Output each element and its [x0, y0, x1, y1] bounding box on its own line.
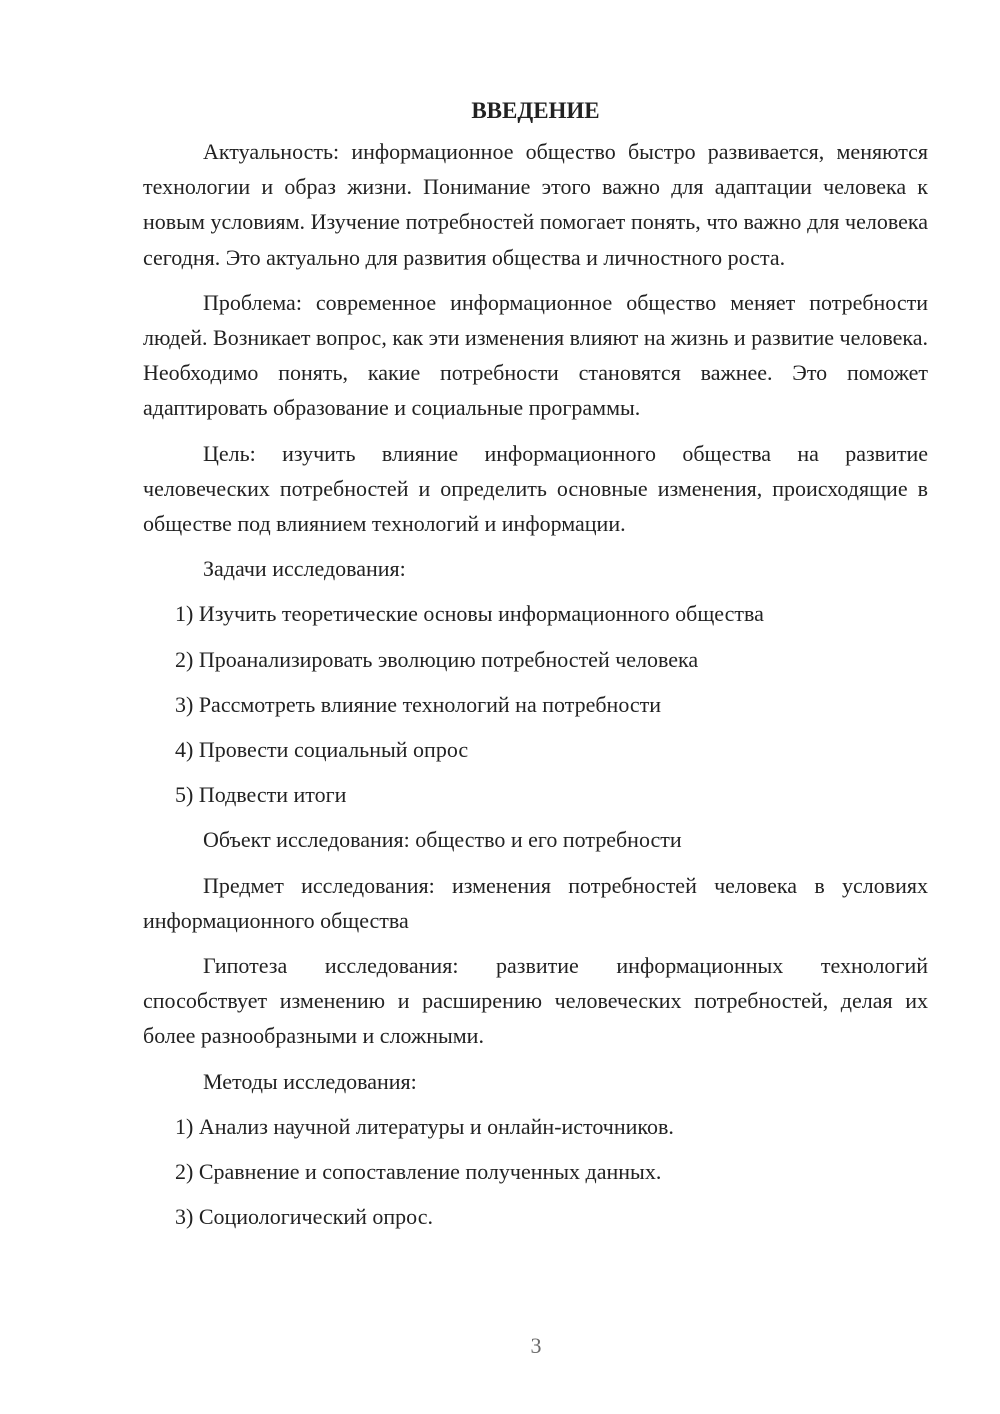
task-item-2: 2) Проанализировать эволюцию потребностей человека	[175, 646, 699, 672]
task-item-5: 5) Подвести итоги	[175, 782, 347, 808]
section-title: ВВЕДЕНИЕ	[471, 98, 600, 123]
subject-paragraph: Предмет исследования: изменения потребностей человека в условиях информационного общества	[143, 872, 928, 933]
method-item-2: 2) Сравнение и сопоставление полученных данных.	[175, 1159, 662, 1185]
page-number: 3	[530, 1333, 542, 1358]
task-item-4: 4) Провести социальный опрос	[175, 737, 469, 763]
task-item-3: 3) Рассмотреть влияние технологий на потребности	[175, 691, 662, 717]
hypothesis-paragraph: Гипотеза исследования: развитие информационных технологий способствует изменению и расширению человеческих потребностей, делая их более разнообразными и сложными.	[143, 953, 928, 1049]
actuality-paragraph: Актуальность: информационное общество быстро развивается, меняются технологии и образ жизни. Понимание этого важно для адаптации человека к новым условиям. Изучение потребностей помогает понять, что важно для человека сегодня. Это актуально для развития общества и личностного роста.	[143, 139, 928, 270]
page-content	[143, 93, 928, 1244]
tasks-heading: Задачи исследования:	[203, 556, 406, 582]
methods-heading: Методы исследования:	[203, 1068, 417, 1094]
object-paragraph: Объект исследования: общество и его потребности	[203, 827, 682, 853]
problem-paragraph: Проблема: современное информационное общество меняет потребности людей. Возникает вопрос, как эти изменения влияют на жизнь и развитие человека. Необходимо понять, какие потребности становятся важнее. Это поможет адаптировать образование и социальные программы.	[143, 289, 928, 421]
task-item-1: 1) Изучить теоретические основы информационного общества	[175, 601, 764, 627]
method-item-1: 1) Анализ научной литературы и онлайн-источников.	[175, 1113, 674, 1139]
method-item-3: 3) Социологический опрос.	[175, 1204, 433, 1230]
goal-paragraph: Цель: изучить влияние информационного общества на развитие человеческих потребностей и определить основные изменения, происходящие в обществе под влиянием технологий и информации.	[143, 440, 928, 537]
